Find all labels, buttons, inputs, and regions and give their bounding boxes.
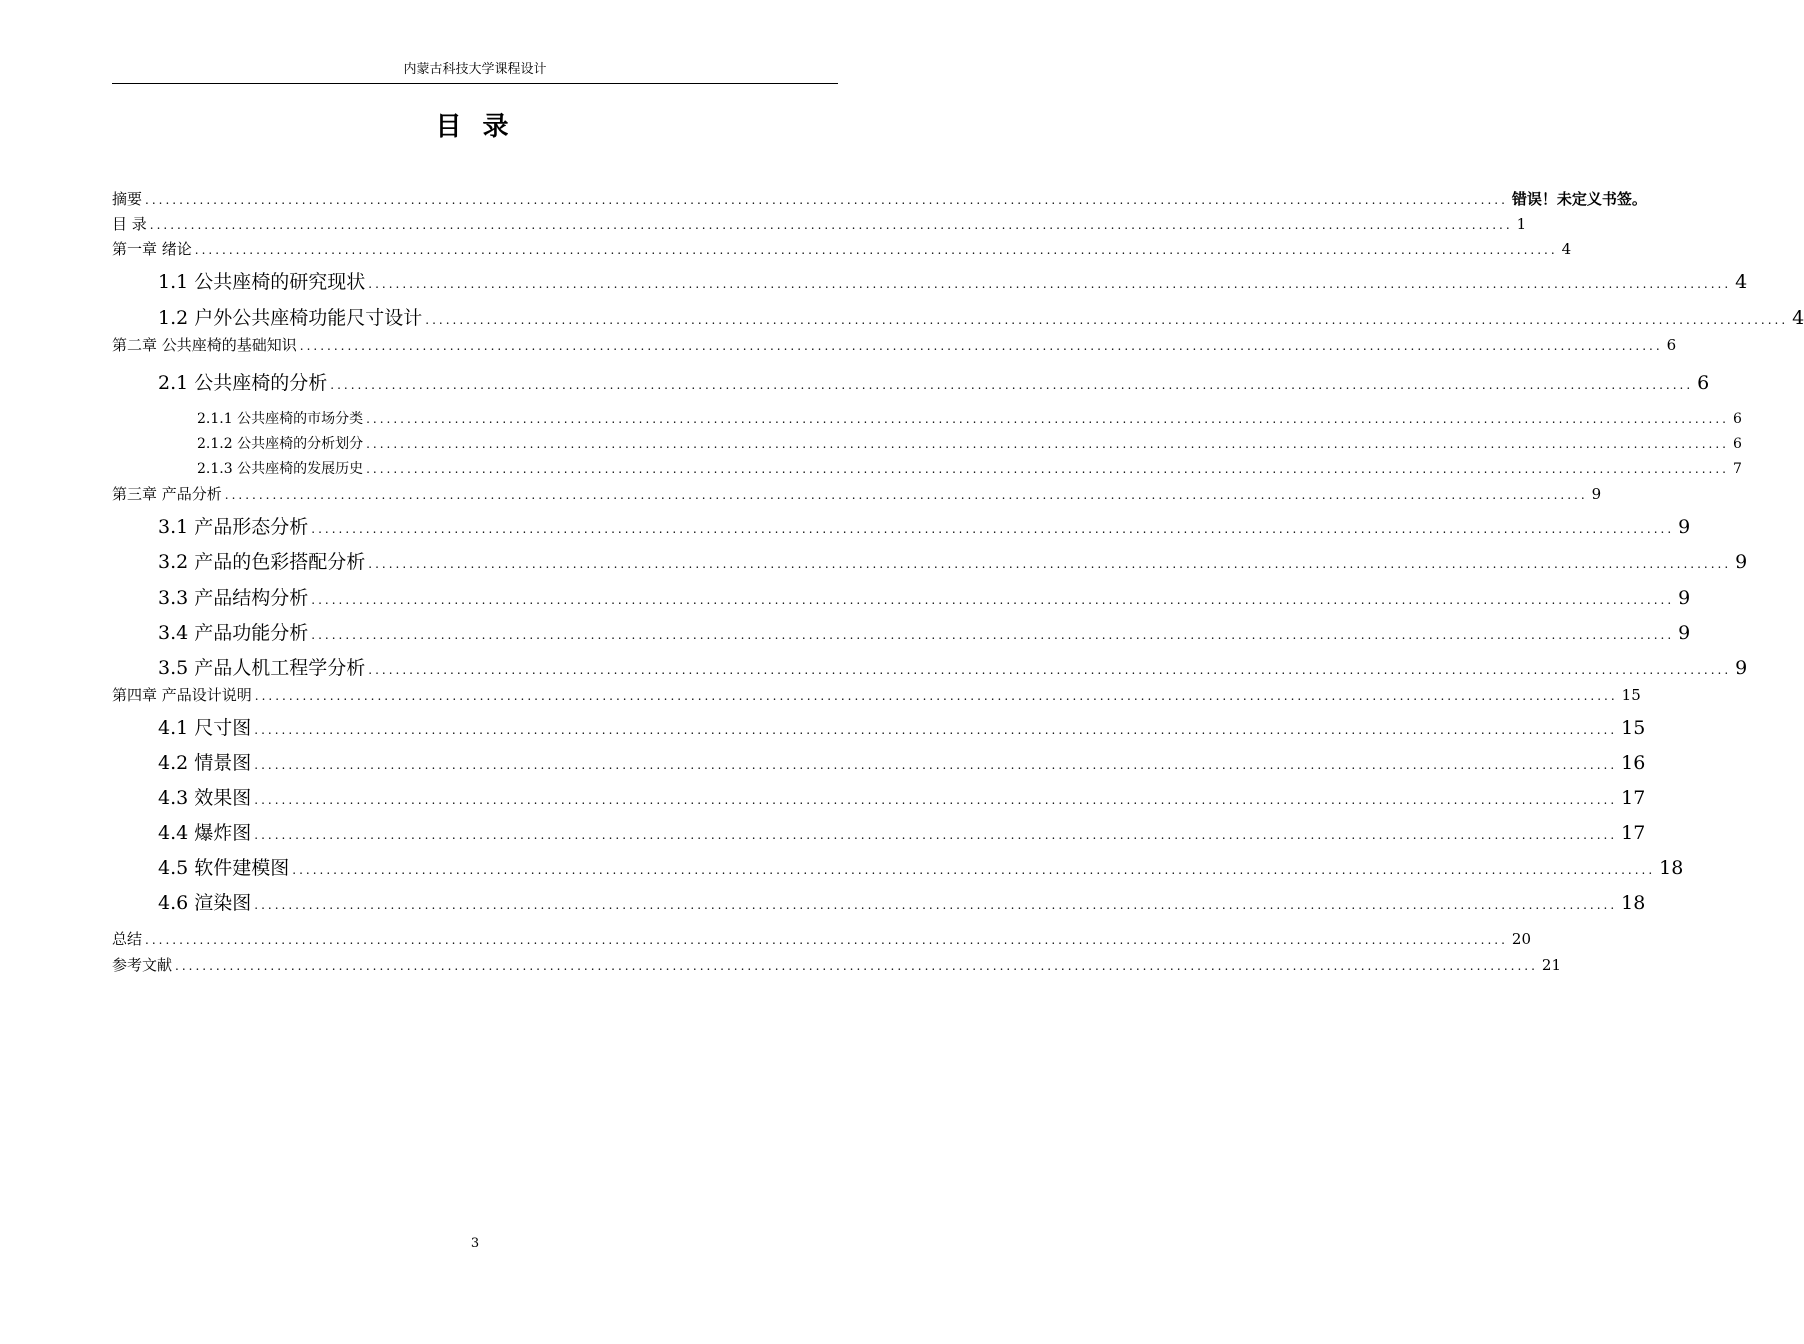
- toc-leader-dots: ........................................................................................................................................................................................................: [366, 462, 1729, 476]
- toc-entry-label: 2.1.3 公共座椅的发展历史: [197, 461, 364, 477]
- toc-leader-dots: ........................................................................................................................................................................................................: [254, 828, 1618, 842]
- toc-entry-page: 4: [1735, 271, 1748, 293]
- toc-entry-page: 21: [1541, 956, 1561, 974]
- page-number: 3: [470, 1236, 480, 1251]
- toc-leader-dots: ........................................................................................................................................................................................................: [311, 593, 1675, 607]
- toc-leader-dots: ........................................................................................................................................................................................................: [254, 689, 1618, 703]
- toc-entry-label: 目 录: [112, 215, 147, 233]
- toc-entry-page: 4: [1792, 307, 1804, 329]
- toc-leader-dots: ........................................................................................................................................................................................................: [330, 378, 1694, 392]
- toc-entry[interactable]: [112, 238, 1572, 259]
- toc-leader-dots: ........................................................................................................................................................................................................: [366, 412, 1729, 426]
- toc-entry[interactable]: [197, 408, 1742, 428]
- toc-entry-label: 第四章 产品设计说明: [112, 686, 252, 704]
- toc-entry-page: 18: [1659, 857, 1684, 879]
- toc-leader-dots: ........................................................................................................................................................................................................: [194, 243, 1558, 257]
- toc-entry-label: 总结: [112, 930, 143, 948]
- toc-leader-dots: ........................................................................................................................................................................................................: [254, 723, 1618, 737]
- toc-entry[interactable]: [112, 483, 1602, 504]
- toc-entry[interactable]: [158, 818, 1646, 845]
- toc-leader-dots: ........................................................................................................................................................................................................: [292, 863, 1656, 877]
- toc-entry-label: 2.1.2 公共座椅的分析划分: [197, 436, 364, 452]
- toc-entry-label: 4.3 效果图: [158, 787, 252, 809]
- toc-title: 目 录: [435, 112, 515, 142]
- toc-entry-label: 第三章 产品分析: [112, 485, 222, 503]
- toc-entry-label: 3.4 产品功能分析: [158, 622, 309, 644]
- toc-entry-page: 9: [1591, 485, 1602, 503]
- toc-entry-page: 17: [1621, 822, 1646, 844]
- toc-entry-label: 2.1.1 公共座椅的市场分类: [197, 411, 364, 427]
- toc-entry-page: 20: [1511, 930, 1531, 948]
- header-rule: [112, 83, 838, 84]
- toc-leader-dots: ........................................................................................................................................................................................................: [145, 193, 1508, 207]
- toc-entry-label: 第一章 绪论: [112, 240, 192, 258]
- toc-entry[interactable]: [112, 684, 1641, 705]
- toc-entry[interactable]: [112, 334, 1677, 355]
- toc-leader-dots: ........................................................................................................................................................................................................: [368, 277, 1732, 291]
- toc-entry-label: 4.4 爆炸图: [158, 822, 252, 844]
- toc-entry-label: 4.5 软件建模图: [158, 857, 290, 879]
- toc-entry-page: 15: [1621, 686, 1641, 704]
- toc-entry[interactable]: [197, 458, 1742, 478]
- toc-entry-label: 4.6 渲染图: [158, 892, 252, 914]
- toc-leader-dots: ........................................................................................................................................................................................................: [311, 628, 1675, 642]
- toc-entry-page: 16: [1621, 752, 1646, 774]
- toc-entry-page: 9: [1678, 622, 1691, 644]
- toc-entry-page: 6: [1732, 436, 1742, 452]
- toc-entry[interactable]: [112, 213, 1527, 234]
- toc-entry[interactable]: [158, 267, 1748, 294]
- toc-entry-label: 2.1 公共座椅的分析: [158, 372, 328, 394]
- toc-leader-dots: ........................................................................................................................................................................................................: [254, 758, 1618, 772]
- toc-entry[interactable]: [158, 583, 1691, 610]
- toc-entry-page: 17: [1621, 787, 1646, 809]
- toc-leader-dots: ........................................................................................................................................................................................................: [425, 313, 1789, 327]
- toc-leader-dots: ........................................................................................................................................................................................................: [368, 663, 1732, 677]
- toc-entry-label: 3.3 产品结构分析: [158, 587, 309, 609]
- toc-entry-page: 9: [1678, 516, 1691, 538]
- toc-entry-page: 1: [1516, 215, 1527, 233]
- toc-entry[interactable]: [197, 433, 1742, 453]
- toc-entry-label: 摘要: [112, 190, 143, 208]
- toc-leader-dots: ........................................................................................................................................................................................................: [224, 488, 1588, 502]
- toc-entry-label: 3.5 产品人机工程学分析: [158, 657, 366, 679]
- toc-entry-page: 7: [1732, 461, 1742, 477]
- toc-entry[interactable]: [112, 954, 1561, 975]
- toc-entry-page: 错误！未定义书签。: [1511, 190, 1647, 208]
- toc-entry-page: 6: [1732, 411, 1742, 427]
- toc-leader-dots: ........................................................................................................................................................................................................: [311, 522, 1675, 536]
- toc-entry-label: 4.2 情景图: [158, 752, 252, 774]
- toc-entry-page: 6: [1666, 336, 1677, 354]
- toc-entry[interactable]: [158, 653, 1748, 680]
- toc-entry[interactable]: [158, 303, 1804, 330]
- toc-leader-dots: ........................................................................................................................................................................................................: [366, 437, 1729, 451]
- toc-entry-label: 参考文献: [112, 956, 173, 974]
- toc-entry[interactable]: [112, 188, 1647, 209]
- toc-leader-dots: ........................................................................................................................................................................................................: [299, 339, 1663, 353]
- toc-leader-dots: ........................................................................................................................................................................................................: [149, 218, 1513, 232]
- toc-leader-dots: ........................................................................................................................................................................................................: [145, 933, 1508, 947]
- toc-entry-page: 9: [1678, 587, 1691, 609]
- toc-entry[interactable]: [158, 748, 1646, 775]
- toc-entry-label: 4.1 尺寸图: [158, 717, 252, 739]
- toc-entry[interactable]: [158, 512, 1691, 539]
- toc-entry-label: 3.2 产品的色彩搭配分析: [158, 551, 366, 573]
- toc-leader-dots: ........................................................................................................................................................................................................: [175, 959, 1538, 973]
- toc-entry-label: 第二章 公共座椅的基础知识: [112, 336, 297, 354]
- toc-entry[interactable]: [158, 618, 1691, 645]
- toc-entry[interactable]: [158, 888, 1646, 915]
- toc-entry[interactable]: [158, 783, 1646, 810]
- toc-entry[interactable]: [158, 547, 1748, 574]
- toc-entry-page: 4: [1561, 240, 1572, 258]
- toc-entry[interactable]: [112, 928, 1531, 949]
- toc-entry[interactable]: [158, 368, 1710, 395]
- toc-entry-page: 9: [1735, 657, 1748, 679]
- toc-leader-dots: ........................................................................................................................................................................................................: [254, 898, 1618, 912]
- toc-entry-page: 18: [1621, 892, 1646, 914]
- page-header: 内蒙古科技大学课程设计: [403, 62, 547, 77]
- toc-entry[interactable]: [158, 713, 1646, 740]
- toc-entry-page: 9: [1735, 551, 1748, 573]
- toc-entry-label: 1.1 公共座椅的研究现状: [158, 271, 366, 293]
- toc-entry-label: 3.1 产品形态分析: [158, 516, 309, 538]
- toc-entry[interactable]: [158, 853, 1684, 880]
- toc-entry-page: 6: [1697, 372, 1710, 394]
- toc-leader-dots: ........................................................................................................................................................................................................: [254, 793, 1618, 807]
- toc-entry-label: 1.2 户外公共座椅功能尺寸设计: [158, 307, 423, 329]
- toc-leader-dots: ........................................................................................................................................................................................................: [368, 557, 1732, 571]
- toc-entry-page: 15: [1621, 717, 1646, 739]
